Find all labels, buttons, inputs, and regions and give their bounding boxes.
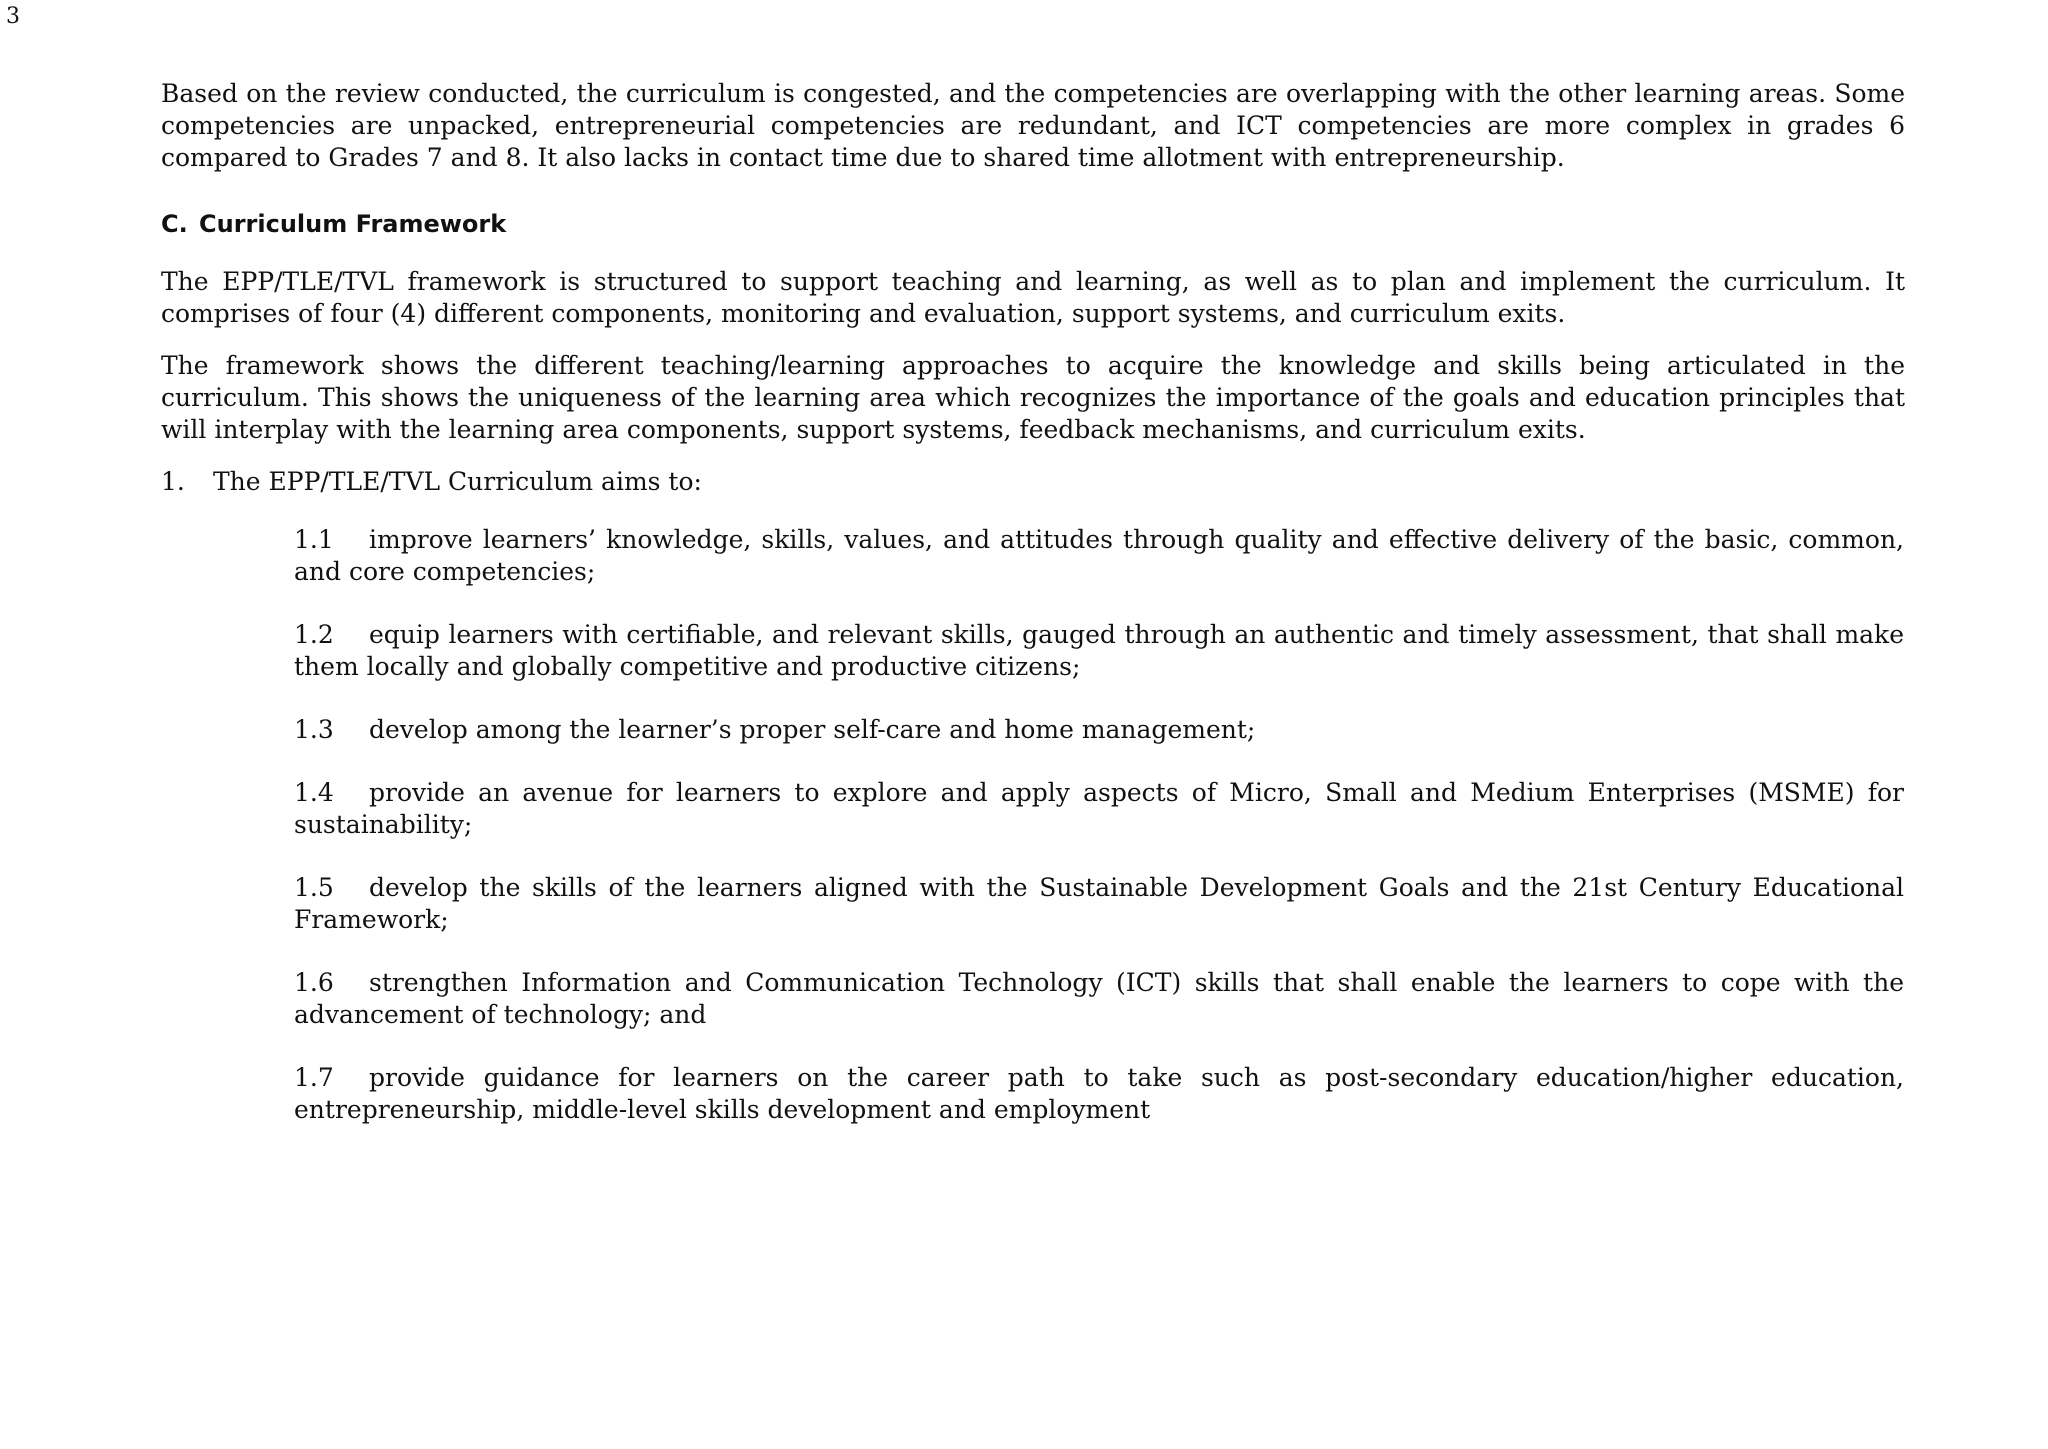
aim-number: 1.3 <box>294 715 334 744</box>
curriculum-aims-heading <box>161 466 1905 498</box>
aim-number: 1.2 <box>294 620 334 649</box>
section-letter: C. <box>161 210 188 238</box>
review-paragraph: Based on the review conducted, the curriculum is congested, and the competencies are overlapping with the other learning areas. Some competencies are unpacked, entrepreneurial competencies are redundant, and ICT competencies are more complex in grades 6 compared to Grades 7 and 8. It also lacks in contact time due to shared time allotment with entrepreneurship. <box>161 79 1905 172</box>
aim-text: equip learners with certifiable, and relevant skills, gauged through an authentic and timely assessment, that shall make them locally and globally competitive and productive citizens; <box>294 620 1904 681</box>
aim-text: improve learners’ knowledge, skills, values, and attitudes through quality and effective delivery of the basic, common, and core competencies; <box>294 525 1904 586</box>
section-title: Curriculum Framework <box>199 210 507 238</box>
aim-number: 1.4 <box>294 778 334 807</box>
list-item <box>294 872 1904 936</box>
list-item <box>294 1062 1904 1126</box>
aim-text: provide an avenue for learners to explore and apply aspects of Micro, Small and Medium Enterprises (MSME) for sustainability; <box>294 778 1904 839</box>
list-item <box>294 524 1904 588</box>
page-number: 3 <box>6 4 20 29</box>
aim-text: strengthen Information and Communication Technology (ICT) skills that shall enable the learners to cope with the advancement of technology; and <box>294 968 1904 1029</box>
aim-number: 1.6 <box>294 968 334 997</box>
curriculum-aims-list <box>294 524 1904 1126</box>
list-item <box>294 967 1904 1031</box>
aim-text: develop the skills of the learners aligned with the Sustainable Development Goals and the 21st Century Educational Framework; <box>294 873 1904 934</box>
curriculum-aims-number: 1. <box>161 467 185 496</box>
document-content <box>161 78 1905 1157</box>
framework-approaches-paragraph: The framework shows the different teaching/learning approaches to acquire the knowledge and skills being articulated in the curriculum. This shows the uniqueness of the learning area which recognizes the importance of the goals and education principles that will interplay with the learning area components, support systems, feedback mechanisms, and curriculum exits. <box>161 351 1905 444</box>
aim-text: provide guidance for learners on the career path to take such as post-secondary education/higher education, entrepreneurship, middle-level skills development and employment <box>294 1063 1904 1124</box>
aim-number: 1.5 <box>294 873 334 902</box>
list-item <box>294 714 1904 746</box>
list-item <box>294 619 1904 683</box>
curriculum-aims-lead: The EPP/TLE/TVL Curriculum aims to: <box>213 467 702 496</box>
aim-text: develop among the learner’s proper self-care and home management; <box>369 715 1256 744</box>
aim-number: 1.7 <box>294 1063 334 1092</box>
framework-paragraph: The EPP/TLE/TVL framework is structured to support teaching and learning, as well as to plan and implement the curriculum. It comprises of four (4) different components, monitoring and evaluation, support systems, and curriculum exits. <box>161 267 1905 328</box>
list-item <box>294 777 1904 841</box>
section-heading <box>161 208 1905 240</box>
aim-number: 1.1 <box>294 525 334 554</box>
